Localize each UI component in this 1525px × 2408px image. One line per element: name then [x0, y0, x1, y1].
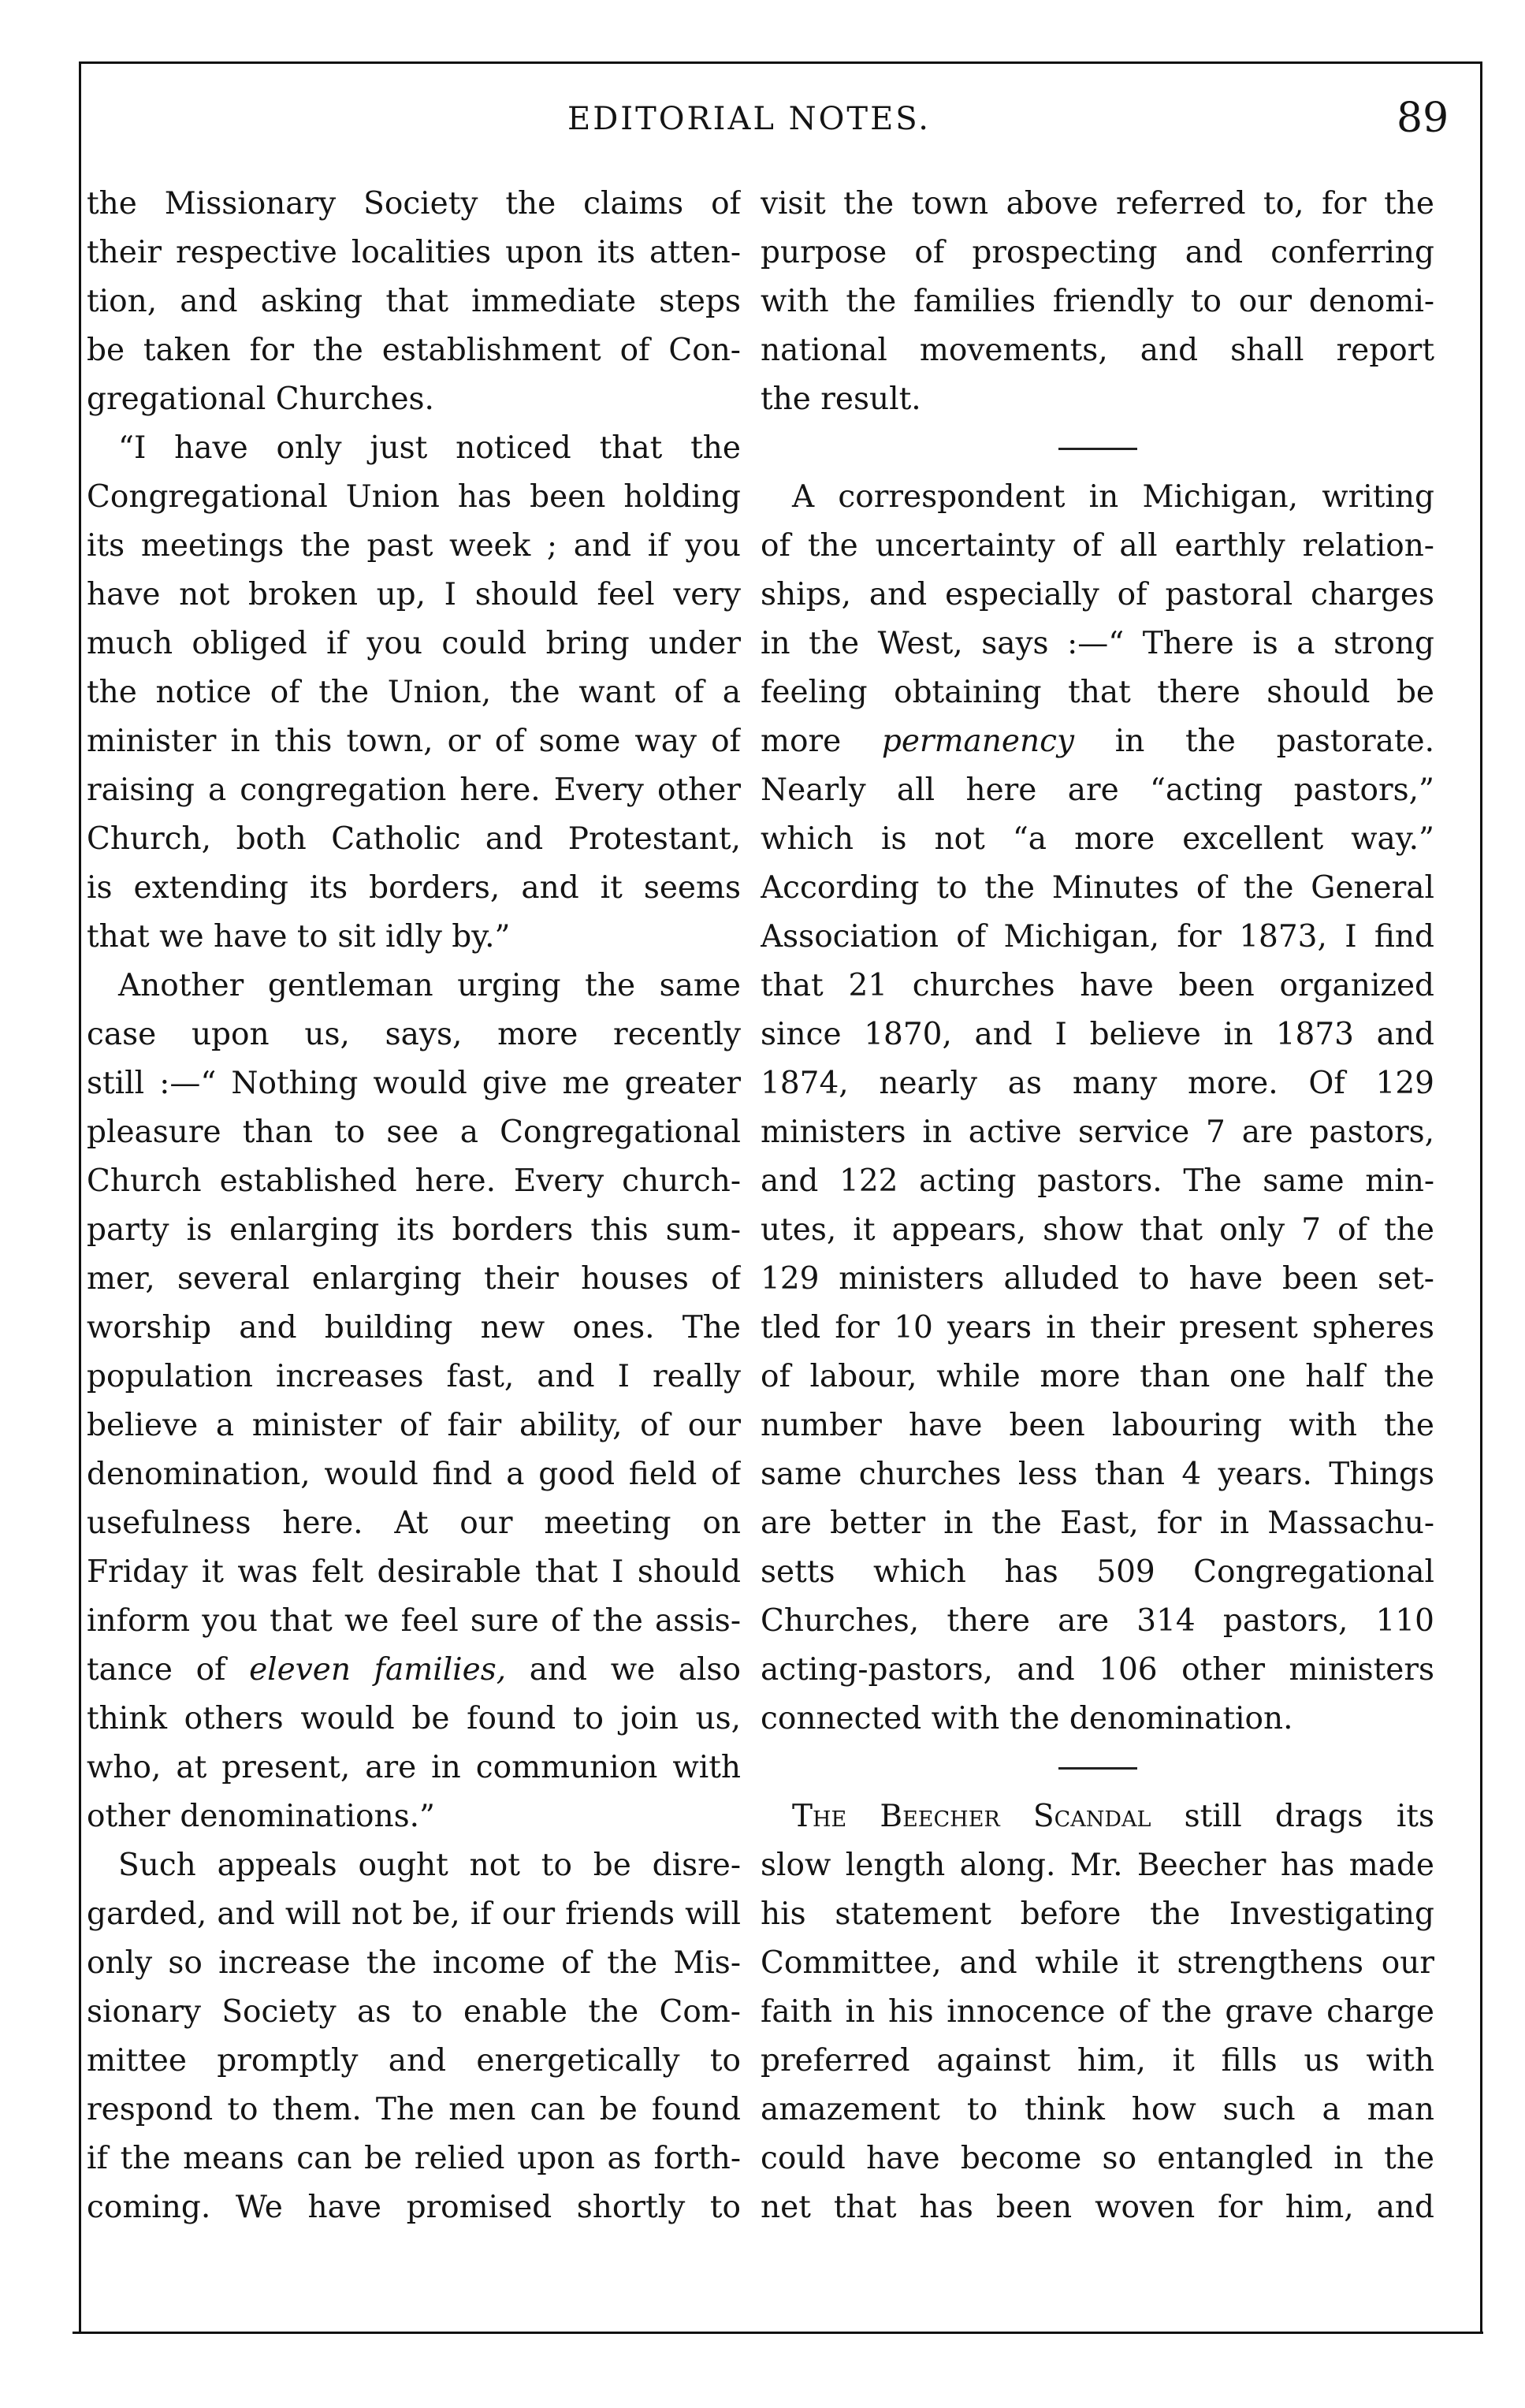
text-line: number have been labouring with the — [761, 1408, 1434, 1443]
text-line: in the West, says :—“ There is a strong — [761, 626, 1434, 661]
text-line: faith in his innocence of the grave charge — [761, 1994, 1434, 2030]
text-line: much obliged if you could bring under — [87, 626, 741, 661]
text-line: its meetings the past week ; and if you — [87, 528, 741, 564]
section-divider — [761, 424, 1434, 473]
text-line: connected with the denomination. — [761, 1701, 1293, 1736]
text-line: of the uncertainty of all earthly relation- — [761, 528, 1434, 564]
left-column — [87, 180, 741, 2232]
running-title: EDITORIAL NOTES. — [567, 101, 931, 137]
text-line: which is not “a more excellent way.” — [761, 821, 1434, 857]
bottom-rule — [73, 2332, 1483, 2334]
text-line: only so increase the income of the Mis- — [87, 1945, 741, 1981]
text-line: inform you that we feel sure of the assis- — [87, 1603, 741, 1639]
text-line: is extending its borders, and it seems — [87, 870, 741, 906]
text-line: if the means can be relied upon as forth- — [87, 2141, 741, 2176]
text-line: of labour, while more than one half the — [761, 1359, 1434, 1394]
text-line: preferred against him, it fills us with — [761, 2043, 1434, 2079]
text-line: Church established here. Every church- — [87, 1163, 741, 1199]
text-fragment: still drags its — [1184, 1799, 1434, 1834]
italic-phrase: eleven families, — [249, 1652, 507, 1688]
text-line: case upon us, says, more recently — [87, 1017, 741, 1052]
text-line: Church, both Catholic and Protestant, — [87, 821, 741, 857]
text-line: mittee promptly and energetically to — [87, 2043, 741, 2079]
text-line: national movements, and shall report — [761, 333, 1434, 368]
text-line: worship and building new ones. The — [87, 1310, 741, 1345]
text-line: utes, it appears, show that only 7 of the — [761, 1212, 1434, 1248]
text-line: A correspondent in Michigan, writing — [792, 479, 1434, 515]
text-line: with the families friendly to our denomi- — [761, 284, 1434, 319]
text-line: pleasure than to see a Congregational — [87, 1115, 741, 1150]
section-divider — [761, 1744, 1434, 1792]
text-line: since 1870, and I believe in 1873 and — [761, 1017, 1434, 1052]
text-line: ships, and especially of pastoral charges — [761, 577, 1434, 612]
text-line: that we have to sit idly by.” — [87, 919, 511, 955]
divider-rule — [1058, 448, 1137, 450]
text-line: net that has been woven for him, and — [761, 2190, 1434, 2225]
text-line: setts which has 509 Congregational — [761, 1554, 1434, 1590]
text-line: slow length along. Mr. Beecher has made — [761, 1848, 1434, 1883]
text-line: tled for 10 years in their present spheres — [761, 1310, 1434, 1345]
text-line: denomination, would find a good field of — [87, 1457, 741, 1492]
text-line: other denominations.” — [87, 1799, 435, 1834]
text-line: mer, several enlarging their houses of — [87, 1261, 741, 1297]
text-line: raising a congregation here. Every other — [87, 772, 741, 808]
page-number: 89 — [1397, 95, 1449, 142]
text-line — [761, 717, 1434, 766]
text-line: purpose of prospecting and conferring — [761, 235, 1434, 270]
text-fragment: in the pastorate. — [1114, 724, 1434, 759]
text-line: same churches less than 4 years. Things — [761, 1457, 1434, 1492]
text-line: party is enlarging its borders this sum- — [87, 1212, 741, 1248]
text-line: Friday it was felt desirable that I should — [87, 1554, 741, 1590]
text-line: Another gentleman urging the same — [118, 968, 741, 1003]
text-line: the result. — [761, 381, 921, 417]
text-line: who, at present, are in communion with — [87, 1750, 741, 1785]
text-line: Churches, there are 314 pastors, 110 — [761, 1603, 1434, 1639]
text-line: acting-pastors, and 106 other ministers — [761, 1652, 1434, 1688]
text-line: Nearly all here are “acting pastors,” — [761, 772, 1434, 808]
text-line: the Missionary Society the claims of — [87, 186, 741, 221]
italic-word: permanency — [881, 724, 1075, 759]
text-line: his statement before the Investigating — [761, 1896, 1434, 1932]
text-line: could have become so entangled in the — [761, 2141, 1434, 2176]
text-line: tion, and asking that immediate steps — [87, 284, 741, 319]
text-line: population increases fast, and I really — [87, 1359, 741, 1394]
text-fragment: tance of — [87, 1652, 226, 1688]
text-line: are better in the East, for in Massachu- — [761, 1505, 1434, 1541]
text-line: and 122 acting pastors. The same min- — [761, 1163, 1434, 1199]
text-line: ministers in active service 7 are pastors, — [761, 1115, 1434, 1150]
text-line: that 21 churches have been organized — [761, 968, 1434, 1003]
text-fragment: and we also — [529, 1652, 741, 1688]
text-line: Such appeals ought not to be disre- — [118, 1848, 741, 1883]
text-line: their respective localities upon its atten- — [87, 235, 741, 270]
text-line: amazement to think how such a man — [761, 2092, 1434, 2127]
text-line — [761, 1792, 1434, 1841]
text-line: coming. We have promised shortly to — [87, 2190, 741, 2225]
text-line: feeling obtaining that there should be — [761, 675, 1434, 710]
text-line: visit the town above referred to, for the — [761, 186, 1434, 221]
text-line: garded, and will not be, if our friends will — [87, 1896, 741, 1932]
text-line: Association of Michigan, for 1873, I find — [761, 919, 1434, 955]
text-fragment: more — [761, 724, 842, 759]
text-line: have not broken up, I should feel very — [87, 577, 741, 612]
section-lead-in: The Beecher Scandal — [792, 1799, 1151, 1834]
text-line: the notice of the Union, the want of a — [87, 675, 741, 710]
text-line: believe a minister of fair ability, of our — [87, 1408, 741, 1443]
text-line: 129 ministers alluded to have been set- — [761, 1261, 1434, 1297]
text-line: still :—“ Nothing would give me greater — [87, 1066, 741, 1101]
text-line: “I have only just noticed that the — [118, 430, 741, 466]
text-line — [87, 1646, 741, 1695]
running-head — [0, 95, 1525, 142]
text-line: 1874, nearly as many more. Of 129 — [761, 1066, 1434, 1101]
text-line: gregational Churches. — [87, 381, 434, 417]
right-column — [761, 180, 1434, 2232]
text-line: be taken for the establishment of Con- — [87, 333, 741, 368]
divider-rule — [1058, 1767, 1137, 1770]
text-line: According to the Minutes of the General — [761, 870, 1434, 906]
text-line: usefulness here. At our meeting on — [87, 1505, 741, 1541]
text-line: minister in this town, or of some way of — [87, 724, 741, 759]
text-line: sionary Society as to enable the Com- — [87, 1994, 741, 2030]
text-line: think others would be found to join us, — [87, 1701, 741, 1736]
text-line: Congregational Union has been holding — [87, 479, 741, 515]
text-line: respond to them. The men can be found — [87, 2092, 741, 2127]
text-line: Committee, and while it strengthens our — [761, 1945, 1434, 1981]
